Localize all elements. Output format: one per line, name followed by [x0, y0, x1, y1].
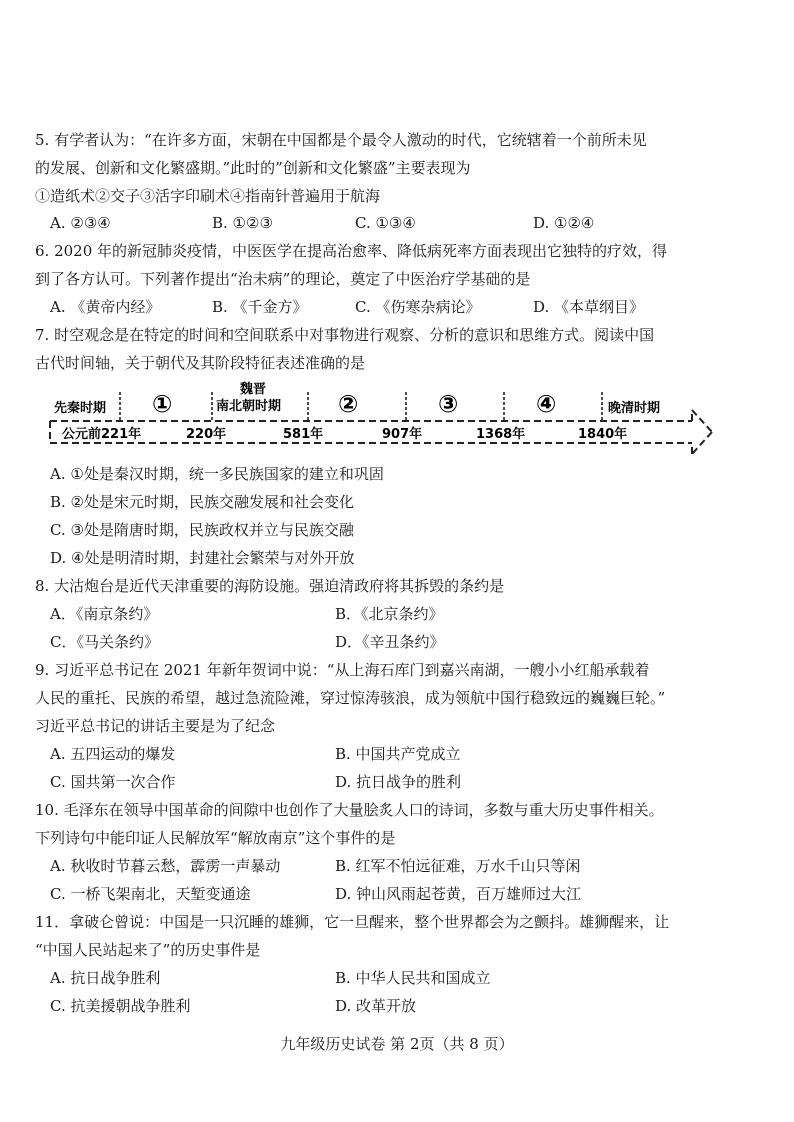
q9-stem-line-3: 习近平总书记的讲话主要是为了纪念 — [35, 717, 276, 735]
q7-option-d: D. ④处是明清时期，封建社会繁荣与对外开放 — [50, 549, 355, 567]
q5-option-d: D. ①②④ — [533, 214, 595, 232]
q10-option-d: D. 钟山风雨起苍黄，百万雄师过大江 — [335, 885, 582, 903]
q11-stem-line-1: 11．拿破仑曾说：中国是一只沉睡的雄狮，它一旦醒来，整个世界都会为之颤抖。雄狮醒来，让 — [35, 913, 670, 931]
q6-option-b: B. 《千金方》 — [212, 298, 308, 316]
q7-option-b: B. ②处是宋元时期，民族交融发展和社会变化 — [50, 493, 355, 511]
timeline-year-6: 1840年 — [578, 427, 628, 442]
q8-option-a: A．《南京条约》 — [50, 605, 159, 623]
q10-stem-line-2: 下列诗句中能印证人民解放军“解放南京”这个事件的是 — [35, 829, 396, 847]
q6-stem-line-1: 6. 2020 年的新冠肺炎疫情，中医医学在提高治愈率、降低病死率方面表现出它独特的疗效，得 — [35, 242, 668, 260]
q5-option-c: C. ①③④ — [355, 214, 416, 232]
q9-stem-line-2: 人民的重托、民族的希望，越过急流险滩，穿过惊涛骇浪，成为领航中国行稳致远的巍巍巨轮。” — [35, 689, 666, 707]
q7-timeline — [40, 380, 730, 455]
q7-option-a: A. ①处是秦汉时期，统一多民族国家的建立和巩固 — [50, 465, 384, 483]
q10-option-b: B. 红军不怕远征难，万水千山只等闲 — [335, 857, 581, 875]
q10-option-a: A. 秋收时节暮云愁，霹雳一声暴动 — [50, 857, 281, 875]
q5-option-b: B. ①②③ — [212, 214, 273, 232]
page-footer: 九年级历史试卷 第 2页（共 8 页） — [280, 1035, 514, 1053]
q6-option-d: D. 《本草纲目》 — [533, 298, 645, 316]
timeline-year-1: 公元前221年 — [62, 427, 142, 442]
q5-stem-line-1: 5. 有学者认为：“在许多方面，宋朝在中国都是个最令人激动的时代，它统辖着一个前所未见 — [35, 131, 647, 149]
q5-option-a: A. ②③④ — [50, 214, 111, 232]
q9-option-b: B. 中国共产党成立 — [335, 745, 461, 763]
q10-stem-line-1: 10. 毛泽东在领导中国革命的间隙中也创作了大量脍炙人口的诗词，多数与重大历史事件相关。 — [35, 801, 664, 819]
q6-option-a: A. 《黄帝内经》 — [50, 298, 161, 316]
q8-stem: 8. 大沽炮台是近代天津重要的海防设施。强迫清政府将其拆毁的条约是 — [35, 577, 505, 595]
timeline-year-3: 581年 — [283, 427, 324, 442]
timeline-period-1: ① — [152, 390, 173, 418]
q7-stem-line-2: 古代时间轴，关于朝代及其阶段特征表述准确的是 — [35, 354, 366, 372]
q9-option-d: D. 抗日战争的胜利 — [335, 773, 462, 791]
q6-stem-line-2: 到了各方认可。下列著作提出“治未病”的理论，奠定了中医治疗学基础的是 — [35, 270, 531, 288]
q11-stem-line-2: “中国人民站起来了”的历史事件是 — [35, 941, 261, 959]
q7-option-c: C. ③处是隋唐时期，民族政权并立与民族交融 — [50, 521, 354, 539]
q11-option-b: B. 中华人民共和国成立 — [335, 969, 491, 987]
timeline-year-2: 220年 — [186, 427, 227, 442]
q5-stem-line-2: 的发展、创新和文化繁盛期。”此时的”创新和文化繁盛”主要表现为 — [35, 159, 471, 177]
timeline-period-weijin: 魏晋 — [240, 382, 267, 397]
timeline-year-4: 907年 — [382, 427, 423, 442]
q11-option-a: A. 抗日战争胜利 — [50, 969, 161, 987]
timeline-year-5: 1368年 — [476, 427, 526, 442]
q8-option-b: B．《北京条约》 — [335, 605, 444, 623]
q8-option-c: C．《马关条约》 — [50, 633, 159, 651]
q11-option-d: D. 改革开放 — [335, 997, 417, 1015]
q9-option-c: C. 国共第一次合作 — [50, 773, 176, 791]
q9-option-a: A. 五四运动的爆发 — [50, 745, 176, 763]
q8-option-d: D．《辛丑条约》 — [335, 633, 445, 651]
timeline-period-nanbeichao: 南北朝时期 — [216, 399, 282, 414]
q5-stem-line-3: ①造纸术②交子③活字印刷术④指南针普遍用于航海 — [35, 187, 381, 205]
timeline-period-4: ④ — [536, 390, 557, 418]
timeline-period-3: ③ — [438, 390, 459, 418]
timeline-period-wanqing: 晚清时期 — [608, 401, 661, 416]
q11-option-c: C. 抗美援朝战争胜利 — [50, 997, 191, 1015]
q7-stem-line-1: 7. 时空观念是在特定的时间和空间联系中对事物进行观察、分析的意识和思维方式。阅读中国 — [35, 326, 655, 344]
q10-option-c: C. 一桥飞架南北，天堑变通途 — [50, 885, 251, 903]
q6-option-c: C. 《伤寒杂病论》 — [355, 298, 481, 316]
q9-stem-line-1: 9. 习近平总书记在 2021 年新年贺词中说：“从上海石库门到嘉兴南湖，一艘小小红船承载着 — [35, 661, 650, 679]
timeline-period-2: ② — [338, 390, 359, 418]
timeline-period-xianqin: 先秦时期 — [54, 401, 107, 416]
